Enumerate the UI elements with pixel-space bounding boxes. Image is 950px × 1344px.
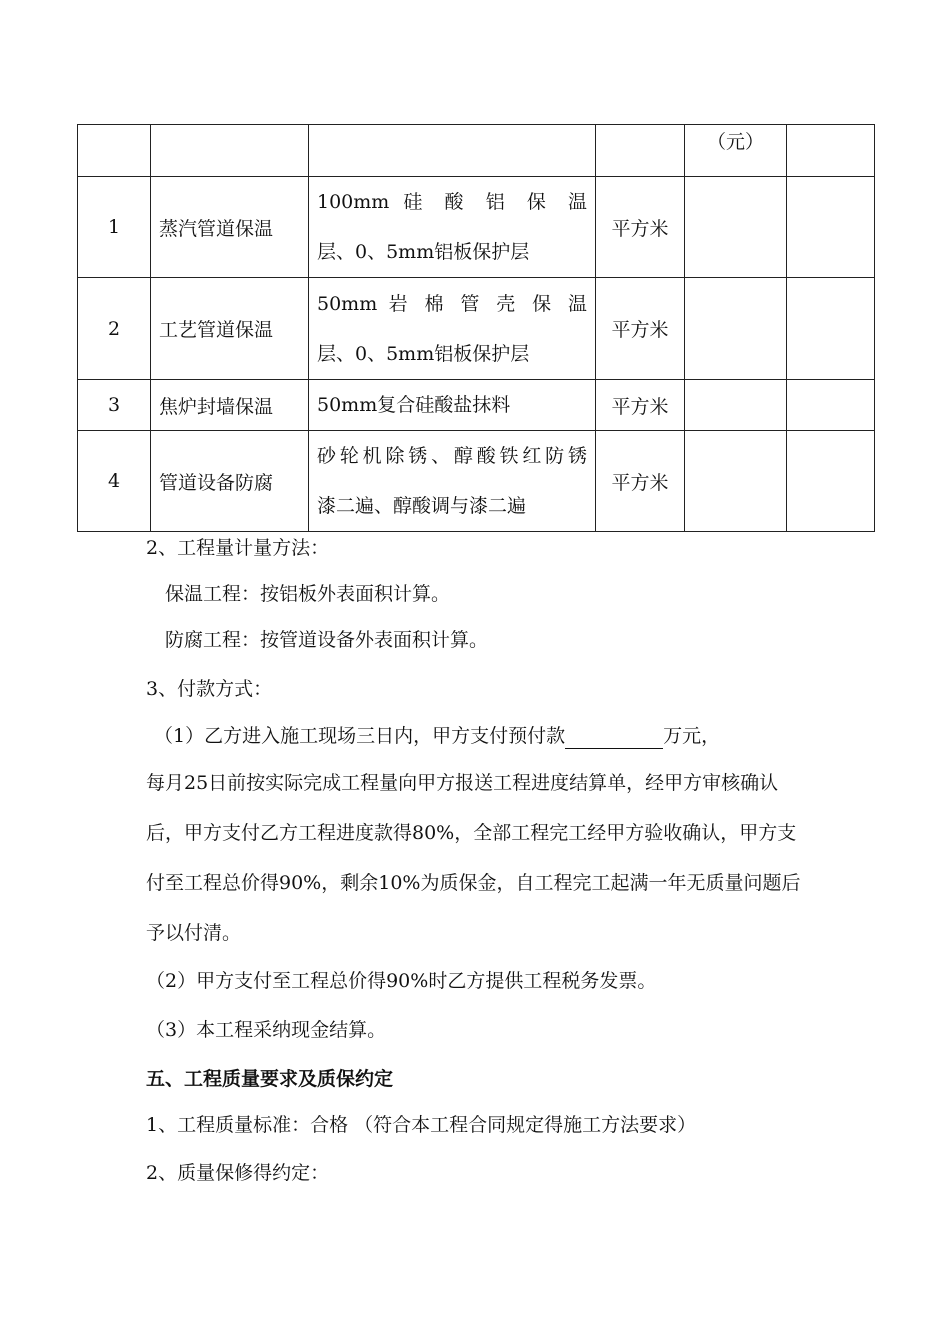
quantity-table <box>77 124 875 532</box>
table-header-row <box>78 125 875 177</box>
item-unit: 平方米 <box>596 431 685 532</box>
table-row <box>78 380 875 431</box>
insulation-measurement: 保温工程：按铝板外表面积计算。 <box>165 583 451 605</box>
item-description: 100mm 硅 酸 铝 保 温 层、0、5mm铝板保护层 <box>309 177 596 278</box>
item-unit: 平方米 <box>596 177 685 278</box>
row-number: 2 <box>78 278 151 380</box>
table-row <box>78 177 875 278</box>
advance-amount-blank <box>565 728 663 749</box>
payment-method-heading: 3、付款方式： <box>146 678 273 700</box>
row-number: 4 <box>78 431 151 532</box>
item-name: 工艺管道保温 <box>151 278 309 380</box>
measurement-method-heading: 2、工程量计量方法： <box>146 537 330 559</box>
table-row <box>78 431 875 532</box>
quality-standard: 1、工程质量标准：合格 （符合本工程合同规定得施工方法要求） <box>146 1114 697 1136</box>
item-unit: 平方米 <box>596 278 685 380</box>
item-name: 焦炉封墙保温 <box>151 380 309 431</box>
table-row <box>78 278 875 380</box>
row-number: 1 <box>78 177 151 278</box>
row-number: 3 <box>78 380 151 431</box>
payment-clause-3: （3）本工程采纳现金结算。 <box>146 1019 387 1041</box>
warranty-heading: 2、质量保修得约定： <box>146 1162 330 1184</box>
item-description: 50mm 岩 棉 管 壳 保 温 层、0、5mm铝板保护层 <box>309 278 596 380</box>
section-five-heading: 五、工程质量要求及质保约定 <box>146 1068 394 1090</box>
anticorrosion-measurement: 防腐工程：按管道设备外表面积计算。 <box>165 629 489 651</box>
payment-clause-2: （2）甲方支付至工程总价得90%时乙方提供工程税务发票。 <box>146 970 657 992</box>
payment-clause-1-line1: （1）乙方进入施工现场三日内，甲方支付预付款 万元， <box>154 725 721 747</box>
item-name: 蒸汽管道保温 <box>151 177 309 278</box>
item-description: 50mm复合硅酸盐抹料 <box>309 380 596 431</box>
payment-clause-1-body: 每月25日前按实际完成工程量向甲方报送工程进度结算单，经甲方审核确认后，甲方支付乙方工程进度款得80%，全部工程完工经甲方验收确认，甲方支付至工程总价得90%，剩余10%为质保金，自工程完工起满一年无质量问题后予以付清。 <box>146 772 801 944</box>
item-unit: 平方米 <box>596 380 685 431</box>
header-fragment: （元） <box>685 125 787 177</box>
item-description: 砂轮机除锈、醇酸铁红防锈 漆二遍、醇酸调与漆二遍 <box>309 431 596 532</box>
item-name: 管道设备防腐 <box>151 431 309 532</box>
